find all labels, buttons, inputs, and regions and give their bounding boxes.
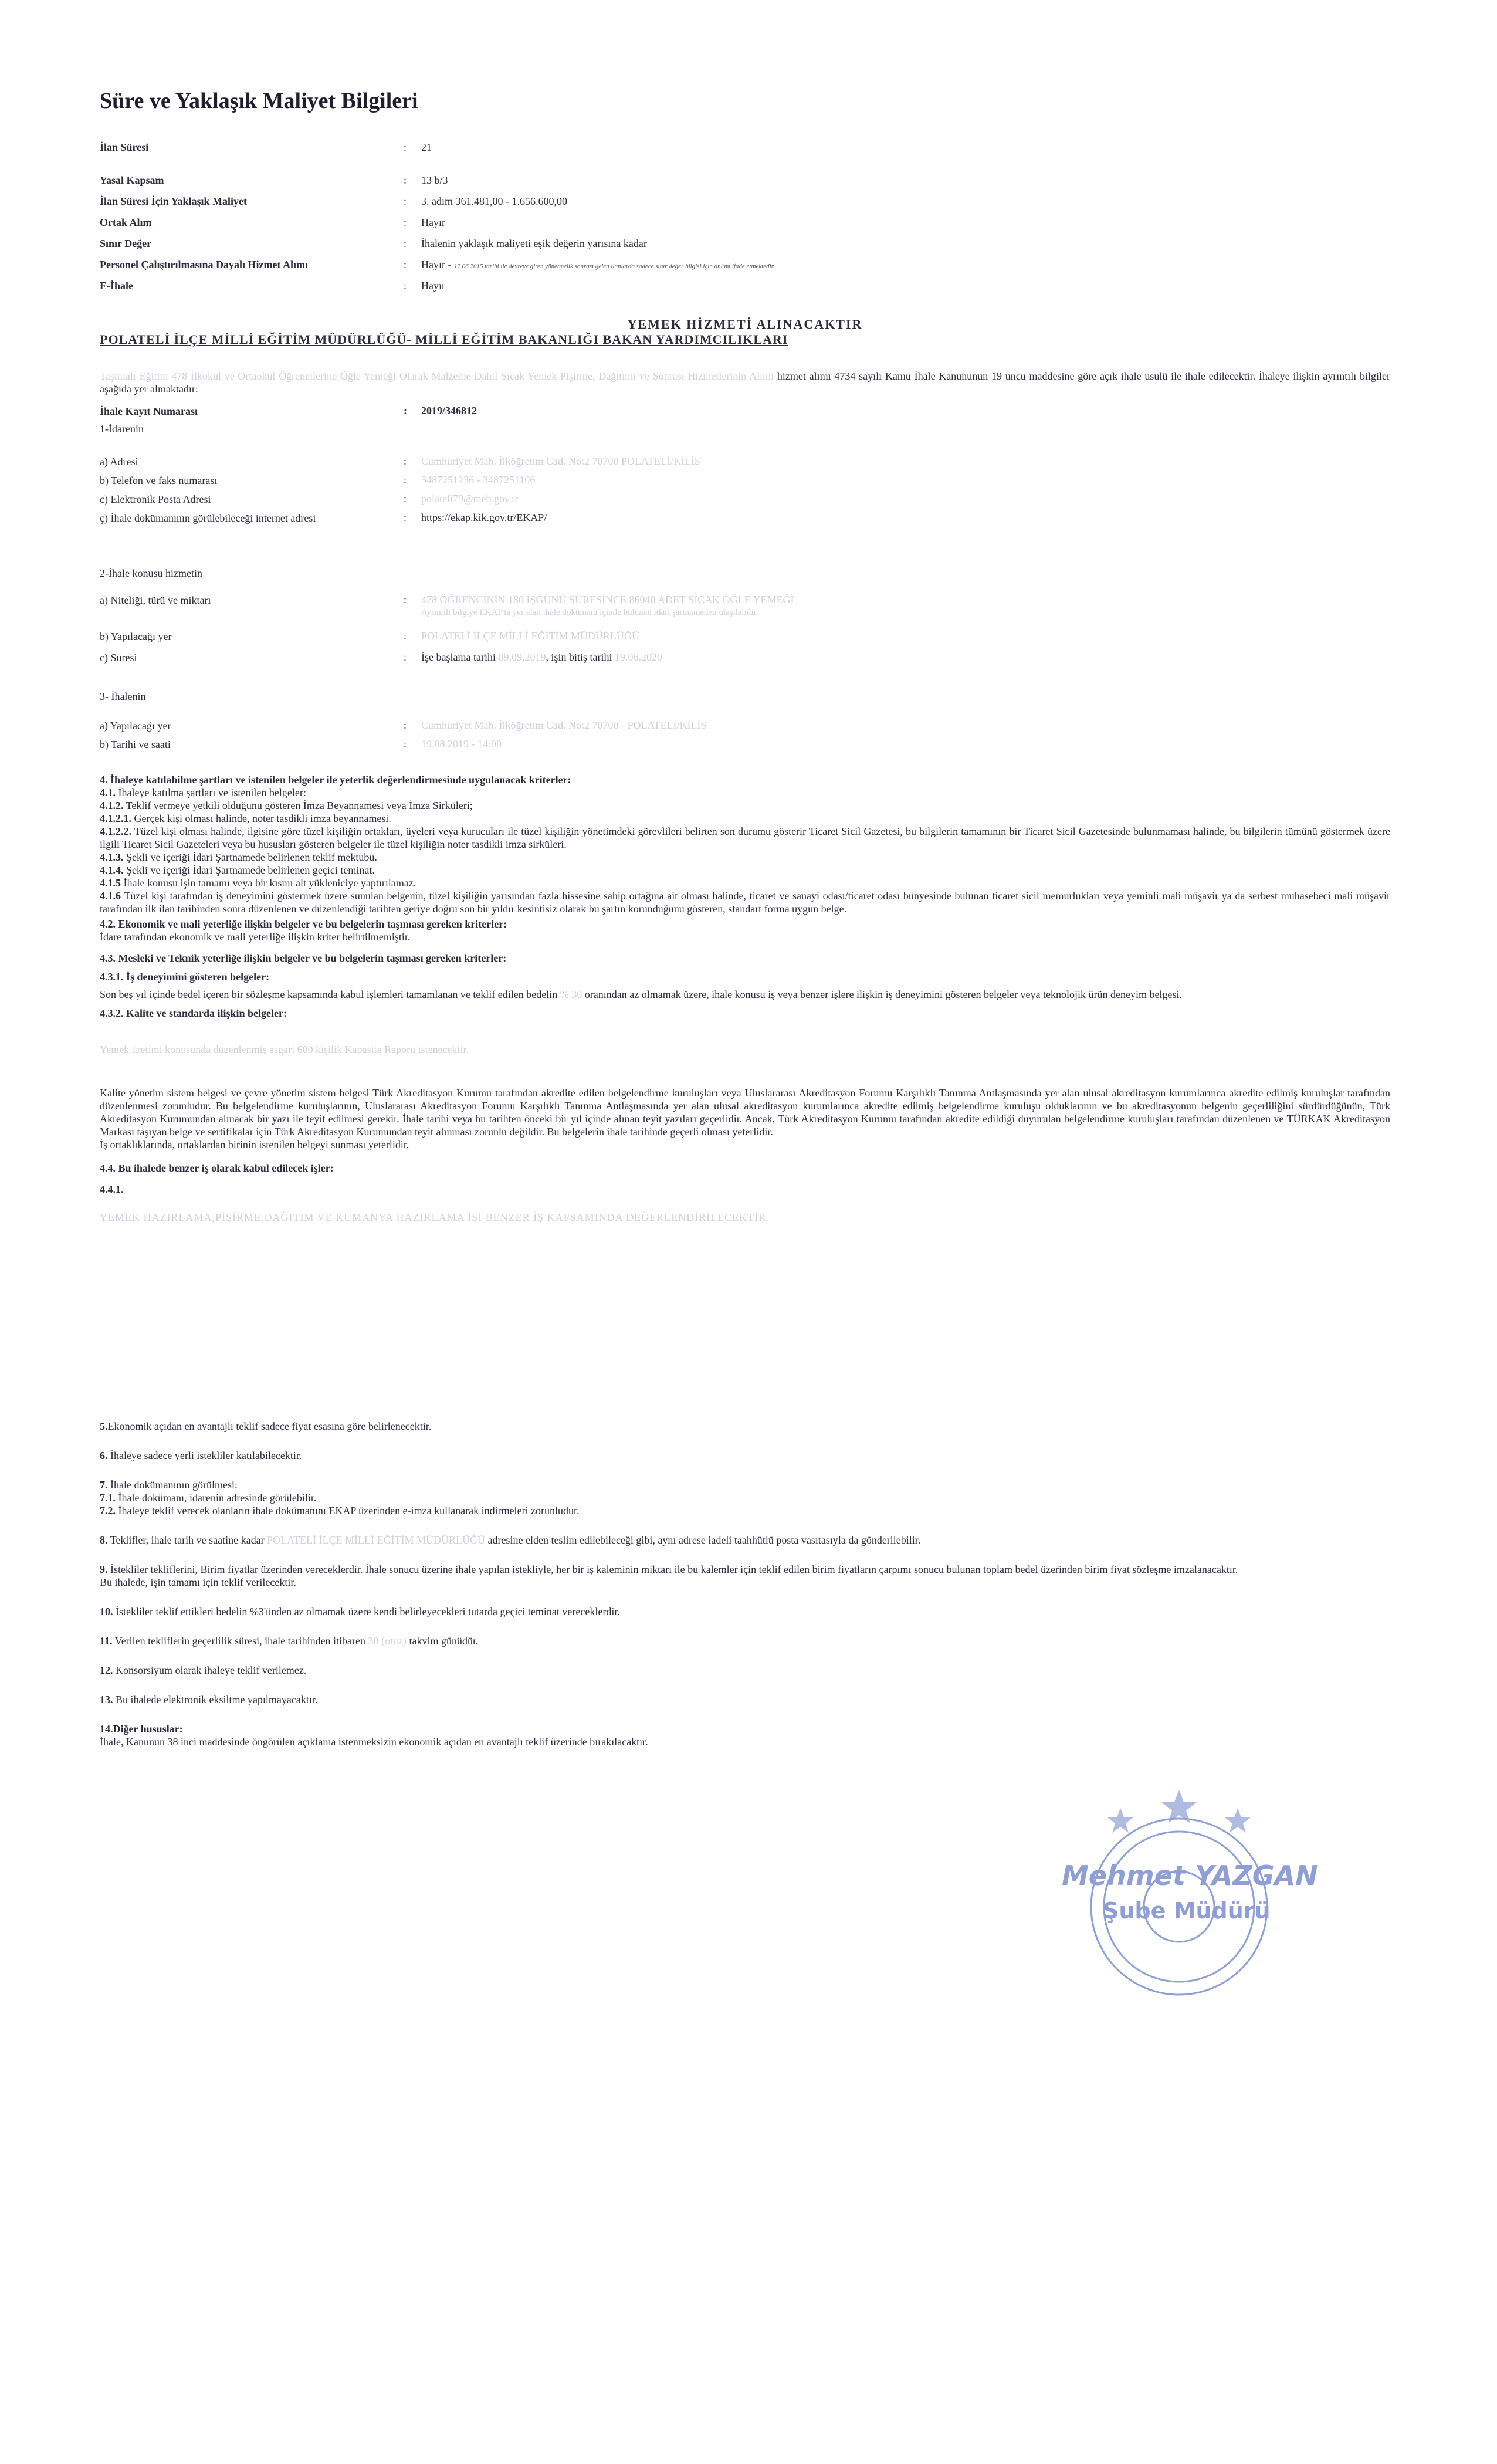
field-value: 3. adım 361.481,00 - 1.656.600,00 [421, 195, 567, 207]
criteria-432-text: Yemek üretimi konusunda düzenlenmiş asgari 600 kişilik Kapasite Raporu istenecektir. [100, 1044, 469, 1055]
clause-11: 11. Verilen tekliflerin geçerlilik süresi, ihale tarihinden itibaren 30 (otuz) takvim günüdür. [100, 1635, 479, 1647]
criteria-section [100, 773, 1390, 1224]
field-label: Personel Çalıştırılmasına Dayalı Hizmet Alımı [100, 259, 308, 270]
clauses-section [100, 1420, 1390, 1748]
ekap-link[interactable]: https://ekap.kik.gov.tr/EKAP/ [421, 512, 547, 523]
criteria-431-heading: 4.3.1. İş deneyimini gösteren belgeler: [100, 971, 270, 983]
criteria-item: 4.1.5 İhale konusu işin tamamı veya bir kısmı alt yükleniciye yaptırılamaz. [100, 877, 416, 889]
clause-8: 8. Teklifler, ihale tarih ve saatine kadar POLATELİ İLÇE MİLLİ EĞİTİM MÜDÜRLÜĞÜ adresine elden teslim edilebileceği gibi, aynı adrese iadeli taahhütlü posta vasıtasıyla da gönderilebilir. [100, 1534, 921, 1546]
criteria-441-heading: 4.4.1. [100, 1183, 124, 1195]
konu-nitelik-note: Ayrıntılı bilgiye EKAP'ta yer alan ihale dokümanı içinde bulunan idari şartnameden ulaşılabilir. [421, 608, 758, 617]
criteria-heading: 4. İhaleye katılabilme şartları ve istenilen belgeler ile yeterlik değerlendirmesinde uygulanacak kriterler: [100, 774, 571, 786]
intro-paragraph [100, 370, 1390, 395]
field-label: Ortak Alım [100, 216, 152, 228]
criteria-43-heading: 4.3. Mesleki ve Teknik yeterliğe ilişkin belgeler ve bu belgelerin taşıması gereken kriterler: [100, 952, 507, 964]
criteria-item: 4.1.4. Şekli ve içeriği İdari Şartnamede belirlenen geçici teminat. [100, 864, 375, 876]
field-value: İhalenin yaklaşık maliyeti eşik değerin yarısına kadar [421, 238, 647, 249]
criteria-42-text: İdare tarafından ekonomik ve mali yeterliğe ilişkin kriter belirtilmemiştir. [100, 931, 411, 943]
signature: Mehmet YAZGAN [1062, 1860, 1318, 1891]
kayit-value: 2019/346812 [421, 405, 477, 417]
ihale-heading: 3- İhalenin [100, 691, 146, 702]
criteria-item: 4.1. İhaleye katılma şartları ve istenilen belgeler: [100, 787, 306, 798]
criteria-432-heading: 4.3.2. Kalite ve standarda ilişkin belgeler: [100, 1007, 287, 1019]
announcement-title: YEMEK HİZMETİ ALINACAKTIR [627, 317, 863, 331]
criteria-441-text: YEMEK HAZIRLAMA,PİŞİRME,DAĞITIM VE KUMANYA HAZIRLAMA İŞİ BENZER İŞ KAPSAMINDA DEĞERLENDİRİLECEKTİR. [100, 1211, 770, 1223]
field-value: Hayır - [421, 259, 452, 270]
field-value: Hayır [421, 280, 445, 292]
field-value: 13 b/3 [421, 174, 448, 186]
criteria-item: 4.1.6 Tüzel kişi tarafından iş deneyimini göstermek üzere sunulan belgenin, tüzel kişiliğin yarısından fazla hissesine sahip ortağına ait olması halinde, ticaret ve sanayi odası/ticaret odası bünyesinde bulunan ticaret sicil memurlukları veya yeminli mali müşavir ya da serbest muhasebeci mali müşavir tarafından ilk ilan tarihinden sonra düzenlenen ve düzenlendiği tarihten geriye doğru son bir yıldır kesintisiz olarak bu şartın korunduğunu gösteren, standart forma uygun belge. [100, 890, 1390, 915]
clause-7: 7. İhale dokümanının görülmesi: [100, 1479, 238, 1491]
clause-10: 10. İstekliler teklif ettikleri bedelin %3'ünden az olmamak üzere kendi belirleyecekleri tutarda geçici teminat vereceklerdir. [100, 1606, 620, 1617]
criteria-431-text: Son beş yıl içinde bedel içeren bir sözleşme kapsamında kabul işlemleri tamamlanan ve teklif edilen bedelin % 30 oranından az olmamak üzere, ihale konusu iş veya benzer işlere ilişkin iş deneyimini gösteren belgeler veya teknolojik ürün deneyim belgesi. [100, 989, 1182, 1000]
clause-9-note: Bu ihalede, işin tamamı için teklif verilecektir. [100, 1576, 296, 1588]
idare-heading: 1-İdarenin [100, 423, 144, 435]
field-value: Hayır [421, 216, 445, 228]
kalite-paragraph: Kalite yönetim sistem belgesi ve çevre yönetim sistem belgesi Türk Akreditasyon Kurumu tarafından akredite edilen belgelendirme kuruluşları veya Uluslararası Akreditasyon Forumu Karşılıklı Tanınma Antlaşmasında yer alan ulusal akreditasyon kurumlarınca akredite edilmiş kuruluşlar tarafından düzenlenmesi zorunludur. Bu belgelendirme kuruluşlarının, Uluslararası Akreditasyon Forumu Karşılıklı Tanınma Antlaşmasında yer alan ulusal akreditasyon kurumlarınca akredite edilmiş belgelendirme kuruluşu olduklarının ve bu akreditasyonun belgenin geçerliliğini sürdürdüğünün, Türk Akreditasyon Kurumundan alınacak bir yazı ile teyit edilmesi gerekir. İhale tarihi veya bu tarihten önceki bir yıl içinde alınan teyit yazıları geçerlidir. Ancak, Türk Akreditasyon Kurumu tarafından akredite edildiği duyurulan belgelendirme kuruluşları tarafından düzenlenen ve TÜRKAK Akreditasyon Markası taşıyan belge ve sertifikalar için Türk Akreditasyon Kurumundan teyit alınması zorunlu değildir. Bu belgelerin ihale tarihinde geçerli olması yeterlidir. [100, 1087, 1390, 1138]
criteria-item: 4.1.3. Şekli ve içeriği İdari Şartnamede belirlenen teklif mektubu. [100, 851, 377, 863]
field-note: 12.06.2015 tarihi ile devreye giren yönetmelik sonrası gelen ilanlarda sadece sınır değer bilgisi için anlam ifade etmektedir. [453, 263, 775, 270]
field-label: Sınır Değer [100, 238, 152, 249]
konu-heading: 2-İhale konusu hizmetin [100, 567, 202, 579]
criteria-item: 4.1.2.1. Gerçek kişi olması halinde, noter tasdikli imza beyannamesi. [100, 813, 391, 824]
kayit-label: İhale Kayıt Numarası [100, 405, 198, 417]
clause-6: 6. İhaleye sadece yerli istekliler katılabilecektir. [100, 1450, 302, 1461]
official-stamp [1050, 1772, 1379, 2006]
clause-14-text: İhale, Kanunun 38 inci maddesinde öngörülen açıklama istenmeksizin ekonomik açıdan en avantajlı teklif üzerinde bırakılacaktır. [100, 1736, 648, 1748]
intro-rest: hizmet alımı 4734 sayılı Kamu İhale Kanununun 19 uncu maddesine göre açık ihale usulü ile ihale edilecektir. İhaleye ilişkin ayrıntılı bilgiler aşağıda yer almaktadır: [100, 370, 1391, 395]
field-label: Yasal Kapsam [100, 174, 164, 186]
field-label: İlan Süresi İçin Yaklaşık Maliyet [100, 195, 248, 207]
clause-14: 14.Diğer hususlar: [100, 1723, 183, 1735]
criteria-item: 4.1.2.2. Tüzel kişi olması halinde, ilgisine göre tüzel kişiliğin ortakları, üyeleri veya kurucuları ile tüzel kişiliğin yönetimdeki görevlileri belirten son durumu gösterir Ticaret Sicil Gazetesi, bu bilgilerin tamamının bir Ticaret Sicil Gazetesinde bulunmaması halinde, bu bilgilerin tümünü göstermek üzere ilgili Ticaret Sicil Gazeteleri veya bu hususları gösteren belgeler ile tüzel kişiliğin noter tasdikli imza sirküleri. [100, 825, 1390, 850]
clause-7-2: 7.2. İhaleye teklif verecek olanların ihale dokümanını EKAP üzerinden e-imza kullanarak indirmeleri zorunludur. [100, 1505, 580, 1517]
intro-faded: Taşımalı Eğitim 478 İlkokul ve Ortaokul Öğrencilerine Öğle Yemeği Olarak Malzeme Dahil Sıcak Yemek Pişirme, Dağıtımı ve Sonrası Hizmetlerinin Alımı [100, 370, 774, 382]
signature-title: Şube Müdürü [1103, 1898, 1271, 1924]
field-value: 21 [421, 141, 432, 153]
page-title: Süre ve Yaklaşık Maliyet Bilgileri [100, 89, 418, 113]
clause-5: 5.Ekonomik açıdan en avantajlı teklif sadece fiyat esasına göre belirlenecektir. [100, 1420, 432, 1432]
institution-heading: POLATELİ İLÇE MİLLİ EĞİTİM MÜDÜRLÜĞÜ- MİLLİ EĞİTİM BAKANLIĞI BAKAN YARDIMCILIKLARI [100, 332, 788, 347]
criteria-42-heading: 4.2. Ekonomik ve mali yeterliğe ilişkin belgeler ve bu belgelerin taşıması gereken kriterler: [100, 918, 507, 930]
field-label: E-İhale [100, 280, 134, 292]
criteria-44-heading: 4.4. Bu ihalede benzer iş olarak kabul edilecek işler: [100, 1162, 334, 1174]
clause-7-1: 7.1. İhale dokümanı, idarenin adresinde görülebilir. [100, 1492, 317, 1504]
clause-13: 13. Bu ihalede elektronik eksiltme yapılmayacaktır. [100, 1694, 318, 1705]
criteria-item: 4.1.2. Teklif vermeye yetkili olduğunu gösteren İmza Beyannamesi veya İmza Sirküleri; [100, 800, 473, 811]
clause-9: 9. İstekliler tekliflerini, Birim fiyatlar üzerinden vereceklerdir. İhale sonucu üzerine ihale yapılan istekliyle, her bir iş kaleminin miktarı ile bu kalemler için teklif edilen birim fiyatların çarpımı sonucu bulunan toplam bedel üzerinden birim fiyat sözleşme imzalanacaktır. [100, 1563, 1238, 1575]
ortaklik-paragraph: İş ortaklıklarında, ortaklardan birinin istenilen belgeyi sunması yeterlidir. [100, 1139, 409, 1150]
field-label: İlan Süresi [100, 141, 149, 153]
clause-12: 12. Konsorsiyum olarak ihaleye teklif verilemez. [100, 1664, 307, 1676]
